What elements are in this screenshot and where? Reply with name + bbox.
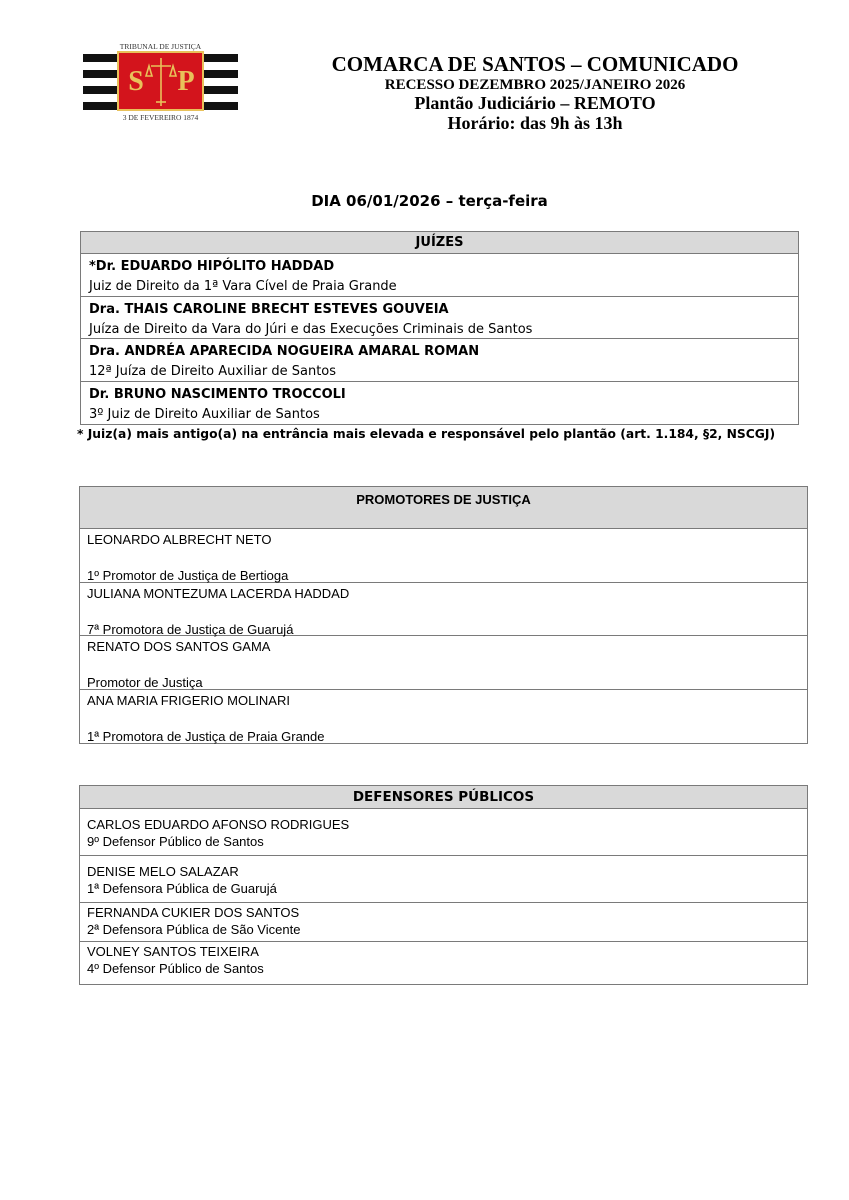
judge-name: Dra. THAIS CAROLINE BRECHT ESTEVES GOUVEIA: [89, 301, 449, 317]
promotor-role: 7ª Promotora de Justiça de Guarujá: [87, 621, 294, 637]
tjsp-logo: [83, 40, 238, 122]
judge-name: Dra. ANDRÉA APARECIDA NOGUEIRA AMARAL ROMAN: [89, 344, 480, 359]
table-row: [80, 636, 807, 690]
judge-role: Juíza de Direito da Vara do Júri e das Execuções Criminais de Santos: [89, 321, 533, 337]
logo-top-text: TRIBUNAL DE JUSTIÇA: [119, 42, 202, 51]
logo-letter-s: S: [128, 66, 144, 97]
promotor-role: 1ª Promotora de Justiça de Praia Grande: [87, 728, 325, 744]
defensor-role: 2ª Defensora Pública de São Vicente: [87, 922, 301, 937]
defensor-name: CARLOS EDUARDO AFONSO RODRIGUES: [87, 817, 350, 832]
judges-heading: JUÍZES: [81, 232, 798, 254]
table-row: [80, 856, 807, 903]
day-title: DIA 06/01/2026 – terça-feira: [311, 192, 548, 210]
header-horario: Horário: das 9h às 13h: [447, 113, 623, 134]
judge-role: Juiz de Direito da 1ª Vara Cível de Praia Grande: [89, 279, 397, 294]
table-row: [81, 339, 798, 382]
defensor-role: 1ª Defensora Pública de Guarujá: [87, 881, 277, 896]
judges-footnote: * Juiz(a) mais antigo(a) na entrância mais elevada e responsável pelo plantão (art. 1.184, §2, NSCGJ): [77, 427, 776, 441]
defensor-role: 9º Defensor Público de Santos: [87, 834, 264, 849]
logo-letter-p: P: [177, 66, 195, 97]
promotor-name: LEONARDO ALBRECHT NETO: [87, 532, 272, 547]
promotor-name: RENATO DOS SANTOS GAMA: [87, 639, 271, 654]
table-row: [81, 297, 798, 340]
table-row: [80, 809, 807, 856]
judge-role: 12ª Juíza de Direito Auxiliar de Santos: [89, 364, 337, 379]
judge-name: *Dr. EDUARDO HIPÓLITO HADDAD: [89, 259, 335, 274]
table-row: [80, 529, 807, 583]
table-row: [81, 254, 798, 297]
logo-bottom-text: 3 DE FEVEREIRO 1874: [122, 113, 199, 122]
header-plantao: Plantão Judiciário – REMOTO: [414, 93, 656, 114]
judge-role: 3º Juiz de Direito Auxiliar de Santos: [89, 406, 320, 422]
table-row: [80, 942, 807, 984]
promotor-role: Promotor de Justiça: [87, 675, 203, 690]
header-subtitle: RECESSO DEZEMBRO 2025/JANEIRO 2026: [384, 76, 686, 93]
header-title: COMARCA DE SANTOS – COMUNICADO: [331, 52, 739, 76]
defensores-table: [79, 785, 808, 985]
table-row: [80, 903, 807, 942]
judge-name: Dr. BRUNO NASCIMENTO TROCCOLI: [89, 386, 346, 402]
defensores-heading: DEFENSORES PÚBLICOS: [80, 786, 807, 809]
promotores-heading: PROMOTORES DE JUSTIÇA: [80, 487, 807, 529]
promotores-table: [79, 486, 808, 744]
promotor-role: 1º Promotor de Justiça de Bertioga: [87, 568, 289, 583]
promotor-name: JULIANA MONTEZUMA LACERDA HADDAD: [87, 585, 350, 601]
defensor-role: 4º Defensor Público de Santos: [87, 961, 264, 976]
table-row: [80, 583, 807, 637]
table-row: [81, 382, 798, 425]
table-row: [80, 690, 807, 744]
defensor-name: VOLNEY SANTOS TEIXEIRA: [87, 944, 259, 959]
judges-table: [80, 231, 799, 425]
defensor-name: FERNANDA CUKIER DOS SANTOS: [87, 905, 300, 920]
defensor-name: DENISE MELO SALAZAR: [87, 864, 239, 879]
promotor-name: ANA MARIA FRIGERIO MOLINARI: [87, 692, 290, 708]
header: [270, 53, 800, 134]
